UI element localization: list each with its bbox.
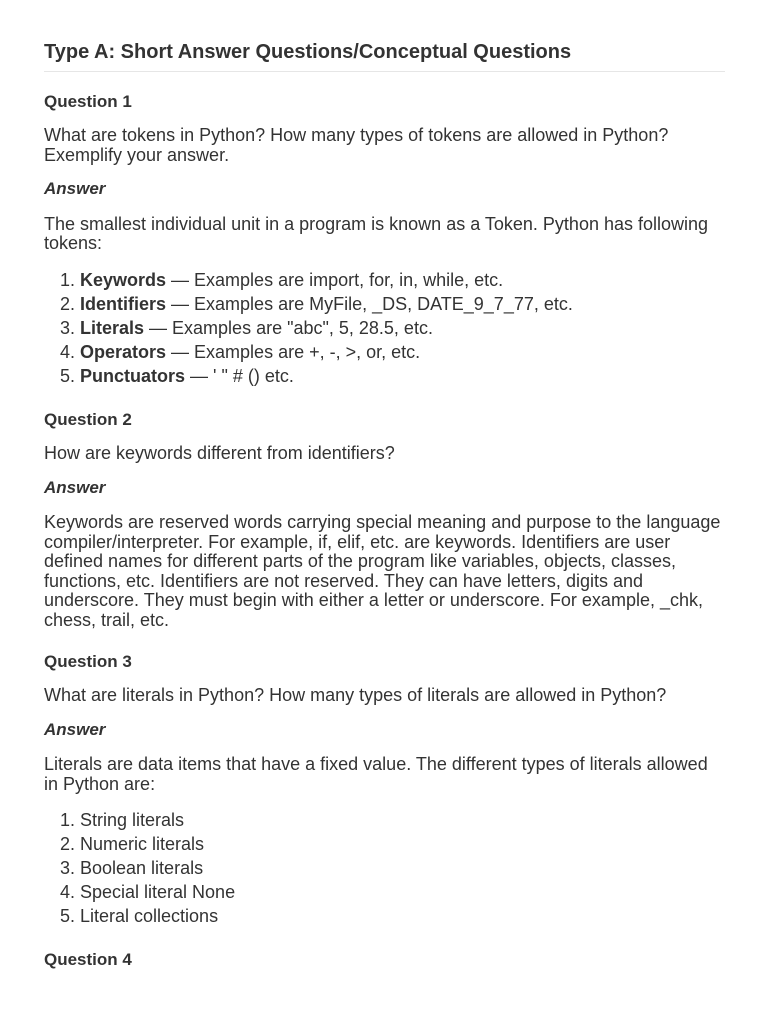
question-2-label: Question 2 — [44, 409, 132, 429]
question-4-label: Question 4 — [44, 950, 132, 970]
list-item: 3. Boolean literals — [80, 856, 725, 880]
answer-2-text: Keywords are reserved words carrying special meaning and purpose to the language compiler/interpreter. For example, if, elif, etc. are keywords. Identifiers are user defined names for different parts of the program like variables, objects, classes, functions, etc. Identifiers are not reserved. They can have letters, digits and underscore. They must begin with either a letter or underscore. For example, _chk, chess, trail, etc. — [44, 512, 721, 630]
term: Operators — [80, 341, 167, 362]
token-types-list — [44, 268, 725, 388]
question-3-text: What are literals in Python? How many types of literals are allowed in Python? — [44, 685, 667, 706]
section-title: Type A: Short Answer Questions/Conceptual Questions — [44, 40, 725, 72]
term-description: — Examples are MyFile, _DS, DATE_9_7_77, etc. — [166, 293, 573, 314]
term-description: — Examples are import, for, in, while, etc. — [166, 269, 504, 290]
answer-1-label: Answer — [44, 179, 106, 199]
list-item — [80, 292, 725, 316]
answer-3-label: Answer — [44, 719, 106, 739]
term: Identifiers — [80, 293, 167, 314]
list-item — [80, 316, 725, 340]
literal-types-list — [44, 808, 725, 928]
answer-3-text: Literals are data items that have a fixed value. The different types of literals allowed in Python are: — [44, 754, 708, 794]
list-item: 5. Literal collections — [80, 904, 725, 928]
list-item — [80, 364, 725, 388]
list-item: 2. Numeric literals — [80, 832, 725, 856]
list-item: 1. String literals — [80, 808, 725, 832]
answer-1-text: The smallest individual unit in a program is known as a Token. Python has following tokens: — [44, 213, 709, 254]
list-item: 4. Special literal None — [80, 880, 725, 904]
list-item — [80, 268, 725, 292]
question-1-label: Question 1 — [44, 92, 132, 111]
question-1-text: What are tokens in Python? How many types of tokens are allowed in Python? Exemplify your answer. — [44, 125, 669, 165]
question-2-text: How are keywords different from identifiers? — [44, 443, 395, 464]
answer-2-label: Answer — [44, 477, 106, 497]
question-3-label: Question 3 — [44, 652, 132, 672]
term-description: — ' " # () etc. — [185, 365, 294, 386]
list-item — [80, 340, 725, 364]
term: Literals — [80, 317, 145, 338]
term: Keywords — [80, 269, 167, 290]
term-description: — Examples are "abc", 5, 28.5, etc. — [144, 317, 433, 338]
term-description: — Examples are +, -, >, or, etc. — [166, 341, 421, 362]
term: Punctuators — [80, 365, 186, 386]
